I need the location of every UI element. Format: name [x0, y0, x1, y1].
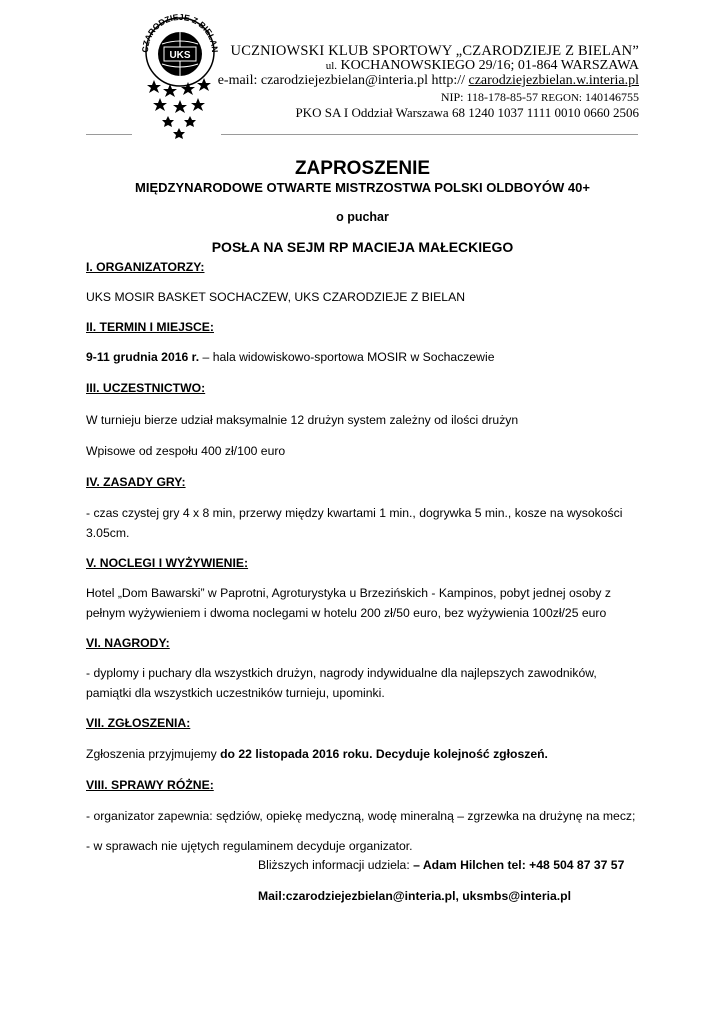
contact-prefix: Bliższych informacji udziela: [258, 858, 414, 872]
rules-text-2: 3.05cm. [86, 526, 130, 540]
awards-text-1: - dyplomy i puchary dla wszystkich drużyn, nagrody indywidualne dla najlepszych zawodników, [86, 666, 597, 680]
lodging-text-2: pełnym wyżywieniem i dwoma noclegami w hotelu 200 zł/50 euro, bez wyżywienia 100zł/25 euro [86, 606, 607, 620]
registry-line [441, 90, 639, 105]
lodging-text-1: Hotel „Dom Bawarski” w Paprotni, Agroturystyka u Brzezińskich - Kampinos, pobyt jednej osoby z [86, 586, 611, 600]
contact-info [258, 858, 624, 872]
cup-label: o puchar [336, 210, 389, 224]
term-place: – hala widowiskowo-sportowa MOSIR w Sochaczewie [199, 350, 495, 364]
misc-text-2: - w sprawach nie ujętych regulaminem decyduje organizator. [86, 839, 413, 853]
address-text: KOCHANOWSKIEGO 29/16; 01-864 WARSZAWA [340, 58, 639, 73]
misc-text-1: - organizator zapewnia: sędziów, opiekę medyczną, wodę mineralną – zgrzewka na drużynę na mecz; [86, 809, 636, 823]
header-divider-left [86, 134, 132, 135]
event-name: MIĘDZYNARODOWE OTWARTE MISTRZOSTWA POLSKI OLDBOYÓW 40+ [135, 180, 590, 195]
club-logo [140, 10, 220, 140]
term-heading: II. TERMIN I MIEJSCE: [86, 320, 214, 334]
awards-text-2: pamiątki dla wszystkich uczestników turnieju, upominki. [86, 686, 385, 700]
website-link[interactable]: czarodziejezbielan.w.interia.pl [468, 73, 639, 88]
logo-arc-text: CZARODZIEJE Z BIELAN [140, 11, 220, 53]
nip-value: 118-178-85-57 [466, 90, 539, 104]
entries-deadline: do 22 listopada 2016 roku. Decyduje kolejność zgłoszeń. [220, 747, 548, 761]
bank-account: PKO SA I Oddział Warszawa 68 1240 1037 1111 0010 0660 2506 [295, 105, 639, 120]
organizers-heading: I. ORGANIZATORZY: [86, 260, 205, 274]
contact-line [218, 73, 639, 89]
participants-text-2: Wpisowe od zespołu 400 zł/100 euro [86, 444, 286, 458]
page-title: ZAPROSZENIE [294, 158, 431, 179]
misc-heading: VIII. SPRAWY RÓŻNE: [86, 778, 214, 792]
contact-mail: Mail:czarodziejezbielan@interia.pl, uksmbs@interia.pl [258, 889, 571, 903]
address-prefix: ul. [325, 60, 338, 72]
awards-heading: VI. NAGRODY: [86, 636, 170, 650]
organizers-text: UKS MOSIR BASKET SOCHACZEW, UKS CZARODZIEJE Z BIELAN [86, 290, 466, 304]
entries-text [86, 747, 548, 761]
club-logo-graphic [140, 10, 220, 140]
stars-decoration [147, 78, 211, 139]
nip-label: NIP: [440, 90, 464, 104]
entries-prefix: Zgłoszenia przyjmujemy [86, 747, 221, 761]
term-date: 9-11 grudnia 2016 r. [86, 350, 200, 364]
regon-value: 140146755 [585, 90, 639, 104]
cup-patron: POSŁA NA SEJM RP MACIEJA MAŁECKIEGO [211, 239, 514, 255]
email-text: e-mail: czarodziejezbielan@interia.pl http:// [217, 73, 465, 88]
term-text [86, 350, 494, 364]
participants-heading: III. UCZESTNICTWO: [86, 381, 206, 395]
lodging-heading: V. NOCLEGI I WYŻYWIENIE: [86, 556, 249, 570]
rules-heading: IV. ZASADY GRY: [86, 475, 186, 489]
contact-person: – Adam Hilchen tel: +48 504 87 37 57 [413, 858, 625, 872]
club-name: UCZNIOWSKI KLUB SPORTOWY „CZARODZIEJE Z BIELAN” [230, 43, 639, 59]
logo-badge-text: UKS [169, 50, 191, 61]
entries-heading: VII. ZGŁOSZENIA: [86, 716, 191, 730]
header-divider-right [221, 134, 638, 135]
rules-text-1: - czas czystej gry 4 x 8 min, przerwy między kwartami 1 min., dogrywka 5 min., kosze na wysokości [86, 506, 623, 520]
participants-text-1: W turnieju bierze udział maksymalnie 12 drużyn system zależny od ilości drużyn [86, 413, 519, 427]
regon-label: REGON: [541, 92, 582, 104]
club-address [326, 58, 639, 74]
